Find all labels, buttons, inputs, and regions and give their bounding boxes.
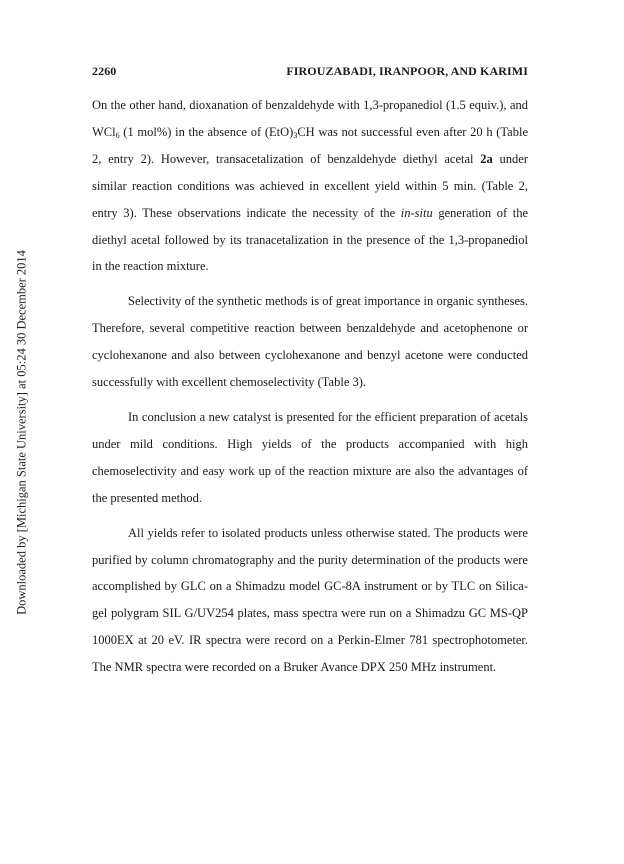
- compound-label: 2a: [480, 151, 493, 166]
- text-run: generation of the diethyl acetal followed by its tranacetalization in the presence of the 1,3-propanediol in the reaction mixture.: [92, 205, 528, 274]
- paragraph-3: In conclusion a new catalyst is presented for the efficient preparation of acetals under mild conditions. High yields of the products accompanied with high chemoselectivity and easy work up of the reaction mixture are also the advantages of the presented method.: [92, 409, 528, 505]
- text-run: CH was not successful even after 20 h (Table 2, entry 2). However, transacetalization of benzaldehyde diethyl acetal: [92, 124, 529, 166]
- subscript: 6: [115, 130, 120, 140]
- body-text: [92, 92, 528, 681]
- paragraph-2: Selectivity of the synthetic methods is of great importance in organic syntheses. Therefore, several competitive reaction between benzaldehyde and acetophenone or cyclohexanone and also between cyclohexanone and benzyl acetone were conducted successfully with excellent chemoselectivity (Table 3).: [92, 294, 528, 390]
- paragraph-4: All yields refer to isolated products unless otherwise stated. The products were purified by column chromatography and the purity determination of the products were accomplished by GLC on a Shimadzu model GC-8A instrument or by TLC on Silica-gel polygram SIL G/UV254 plates, mass spectra were run on a Shimadzu GC MS-QP 1000EX at 20 eV. IR spectra were record on a Perkin-Elmer 781 spectrophotometer. The NMR spectra were recorded on a Bruker Avance DPX 250 MHz instrument.: [92, 525, 528, 675]
- text-run: On the other hand, dioxanation of benzaldehyde with 1,3-propanediol (1.5 equiv.), and WCl: [92, 98, 528, 139]
- page-number: 2260: [92, 64, 117, 78]
- text-run: under similar reaction conditions was achieved in excellent yield within 5 min. (Table 2, entry 3). These observations indicate the necessity of the: [92, 151, 528, 220]
- download-watermark: Downloaded by [Michigan State University] at 05:24 30 December 2014: [14, 250, 29, 615]
- subscript: 3: [293, 130, 298, 140]
- running-head: FIROUZABADI, IRANPOOR, AND KARIMI: [286, 64, 528, 78]
- text-run: (1 mol%) in the absence of (EtO): [119, 124, 294, 139]
- paragraph-1: [92, 92, 528, 280]
- italic-term: in-situ: [400, 205, 433, 220]
